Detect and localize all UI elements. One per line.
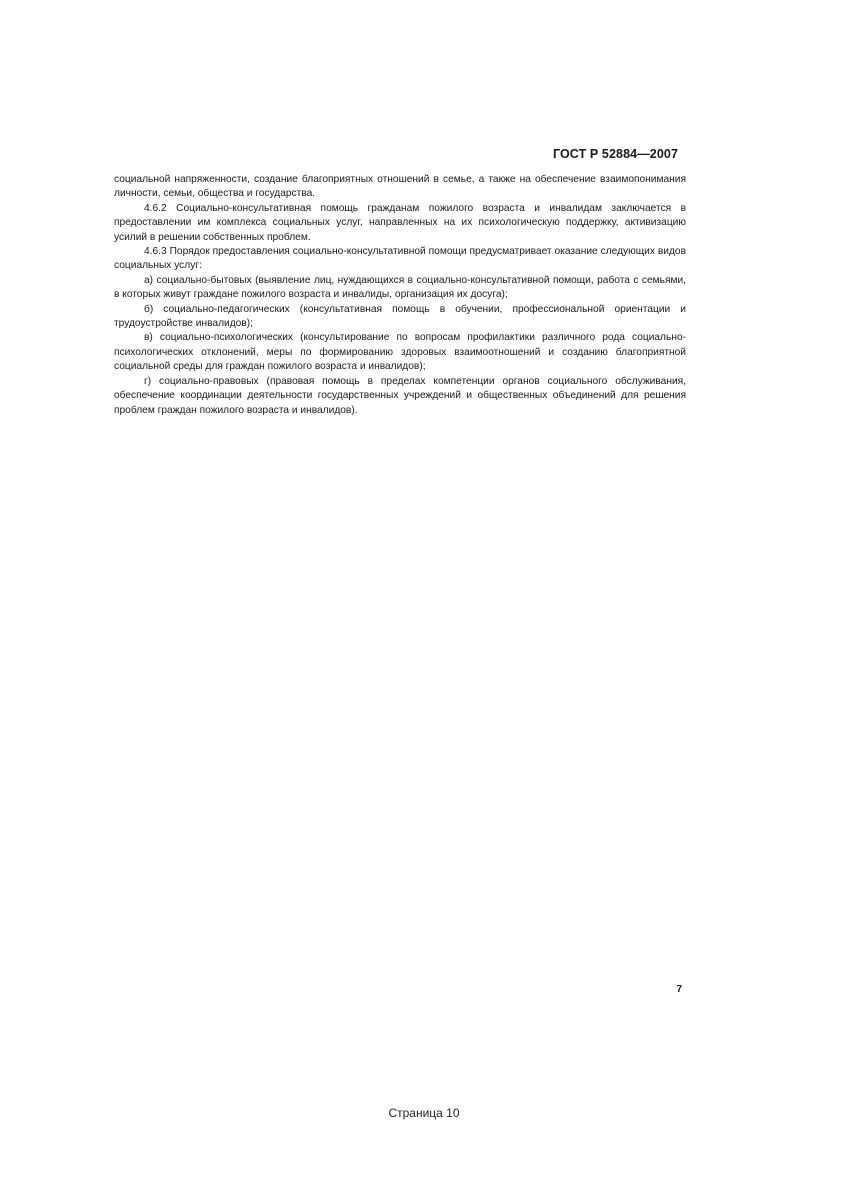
- footer-page-label: Страница 10: [388, 1106, 460, 1120]
- paragraph-4-6-2: 4.6.2 Социально-консультативная помощь гражданам пожилого возраста и инвалидам заключается в предоставлении им комплекса социальных услуг, направленных на их психологическую поддержку, активизацию усилий в решении собственных проблем.: [114, 202, 686, 243]
- list-item-b: б) социально-педагогических (консультативная помощь в обучении, профессиональной ориентации и трудоустройстве инвалидов);: [114, 303, 686, 330]
- document-code: ГОСТ Р 52884—2007: [552, 147, 678, 161]
- list-item-a: а) социально-бытовых (выявление лиц, нуждающихся в социально-консультативной помощи, работа с семьями, в которых живут граждане пожилого возраста и инвалиды, организация их досуга);: [114, 274, 686, 301]
- list-item-g: г) социально-правовых (правовая помощь в пределах компетенции органов социального обслуживания, обеспечение координации деятельности государственных учреждений и общественных объединений для решения проблем граждан пожилого возраста и инвалидов).: [114, 375, 686, 416]
- list-item-v: в) социально-психологических (консультирование по вопросам профилактики различного рода социально-психологических отклонений, меры по формированию здоровых взаимоотношений и созданию благоприятной социальной среды для граждан пожилого возраста и инвалидов);: [114, 332, 686, 373]
- page-number: 7: [676, 984, 682, 995]
- paragraph-4-6-3: 4.6.3 Порядок предоставления социально-консультативной помощи предусматривает оказание следующих видов социальных услуг:: [114, 246, 686, 272]
- paragraph-continuation: социальной напряженности, создание благоприятных отношений в семье, а также на обеспечение взаимопонимания личности, семьи, общества и государства.: [114, 174, 686, 200]
- document-body: [114, 173, 686, 418]
